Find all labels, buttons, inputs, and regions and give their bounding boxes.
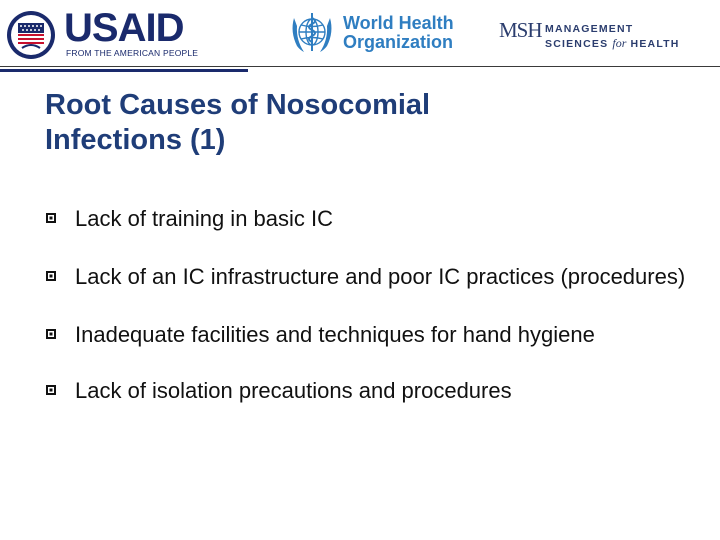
- square-bullet-icon: [45, 328, 57, 340]
- who-line-1: World Health: [343, 13, 454, 33]
- who-emblem-icon: [287, 10, 337, 56]
- slide-title-line-2: Infections (1): [45, 124, 226, 156]
- bullet-text: Lack of isolation precautions and procedures: [75, 378, 512, 403]
- msh-line-2: SCIENCES for HEALTH: [545, 36, 680, 50]
- bullet-text: Inadequate facilities and techniques for hand hygiene: [75, 322, 595, 347]
- bullet-text: Lack of training in basic IC: [75, 206, 334, 231]
- bullet-item: [45, 203, 695, 234]
- header-divider: [0, 66, 720, 67]
- bullet-item: [45, 319, 695, 350]
- usaid-tagline: FROM THE AMERICAN PEOPLE: [66, 48, 199, 58]
- bullet-item: [45, 375, 695, 406]
- msh-mark: MSH: [499, 18, 542, 42]
- slide-title: [45, 88, 685, 158]
- usaid-wordmark: [64, 8, 183, 48]
- who-wordmark: [343, 14, 454, 52]
- square-bullet-icon: [45, 212, 57, 224]
- msh-line-1: MANAGEMENT: [545, 23, 634, 35]
- usaid-logo: [6, 6, 199, 60]
- usaid-seal-icon: [6, 10, 56, 60]
- who-logo: [287, 10, 457, 56]
- bullet-text: Lack of an IC infrastructure and poor IC practices (procedures): [75, 264, 686, 289]
- bullet-item: [45, 261, 695, 292]
- bullet-list: [45, 203, 695, 434]
- usaid-wordmark-text: USAID: [64, 6, 184, 50]
- square-bullet-icon: [45, 270, 57, 282]
- square-bullet-icon: [45, 384, 57, 396]
- who-line-2: Organization: [343, 32, 454, 52]
- logo-header: [0, 0, 720, 68]
- msh-wordmark: [545, 22, 680, 51]
- slide-title-line-1: Root Causes of Nosocomial: [45, 89, 431, 121]
- msh-logo: [499, 12, 699, 56]
- header-accent-bar: [0, 69, 248, 72]
